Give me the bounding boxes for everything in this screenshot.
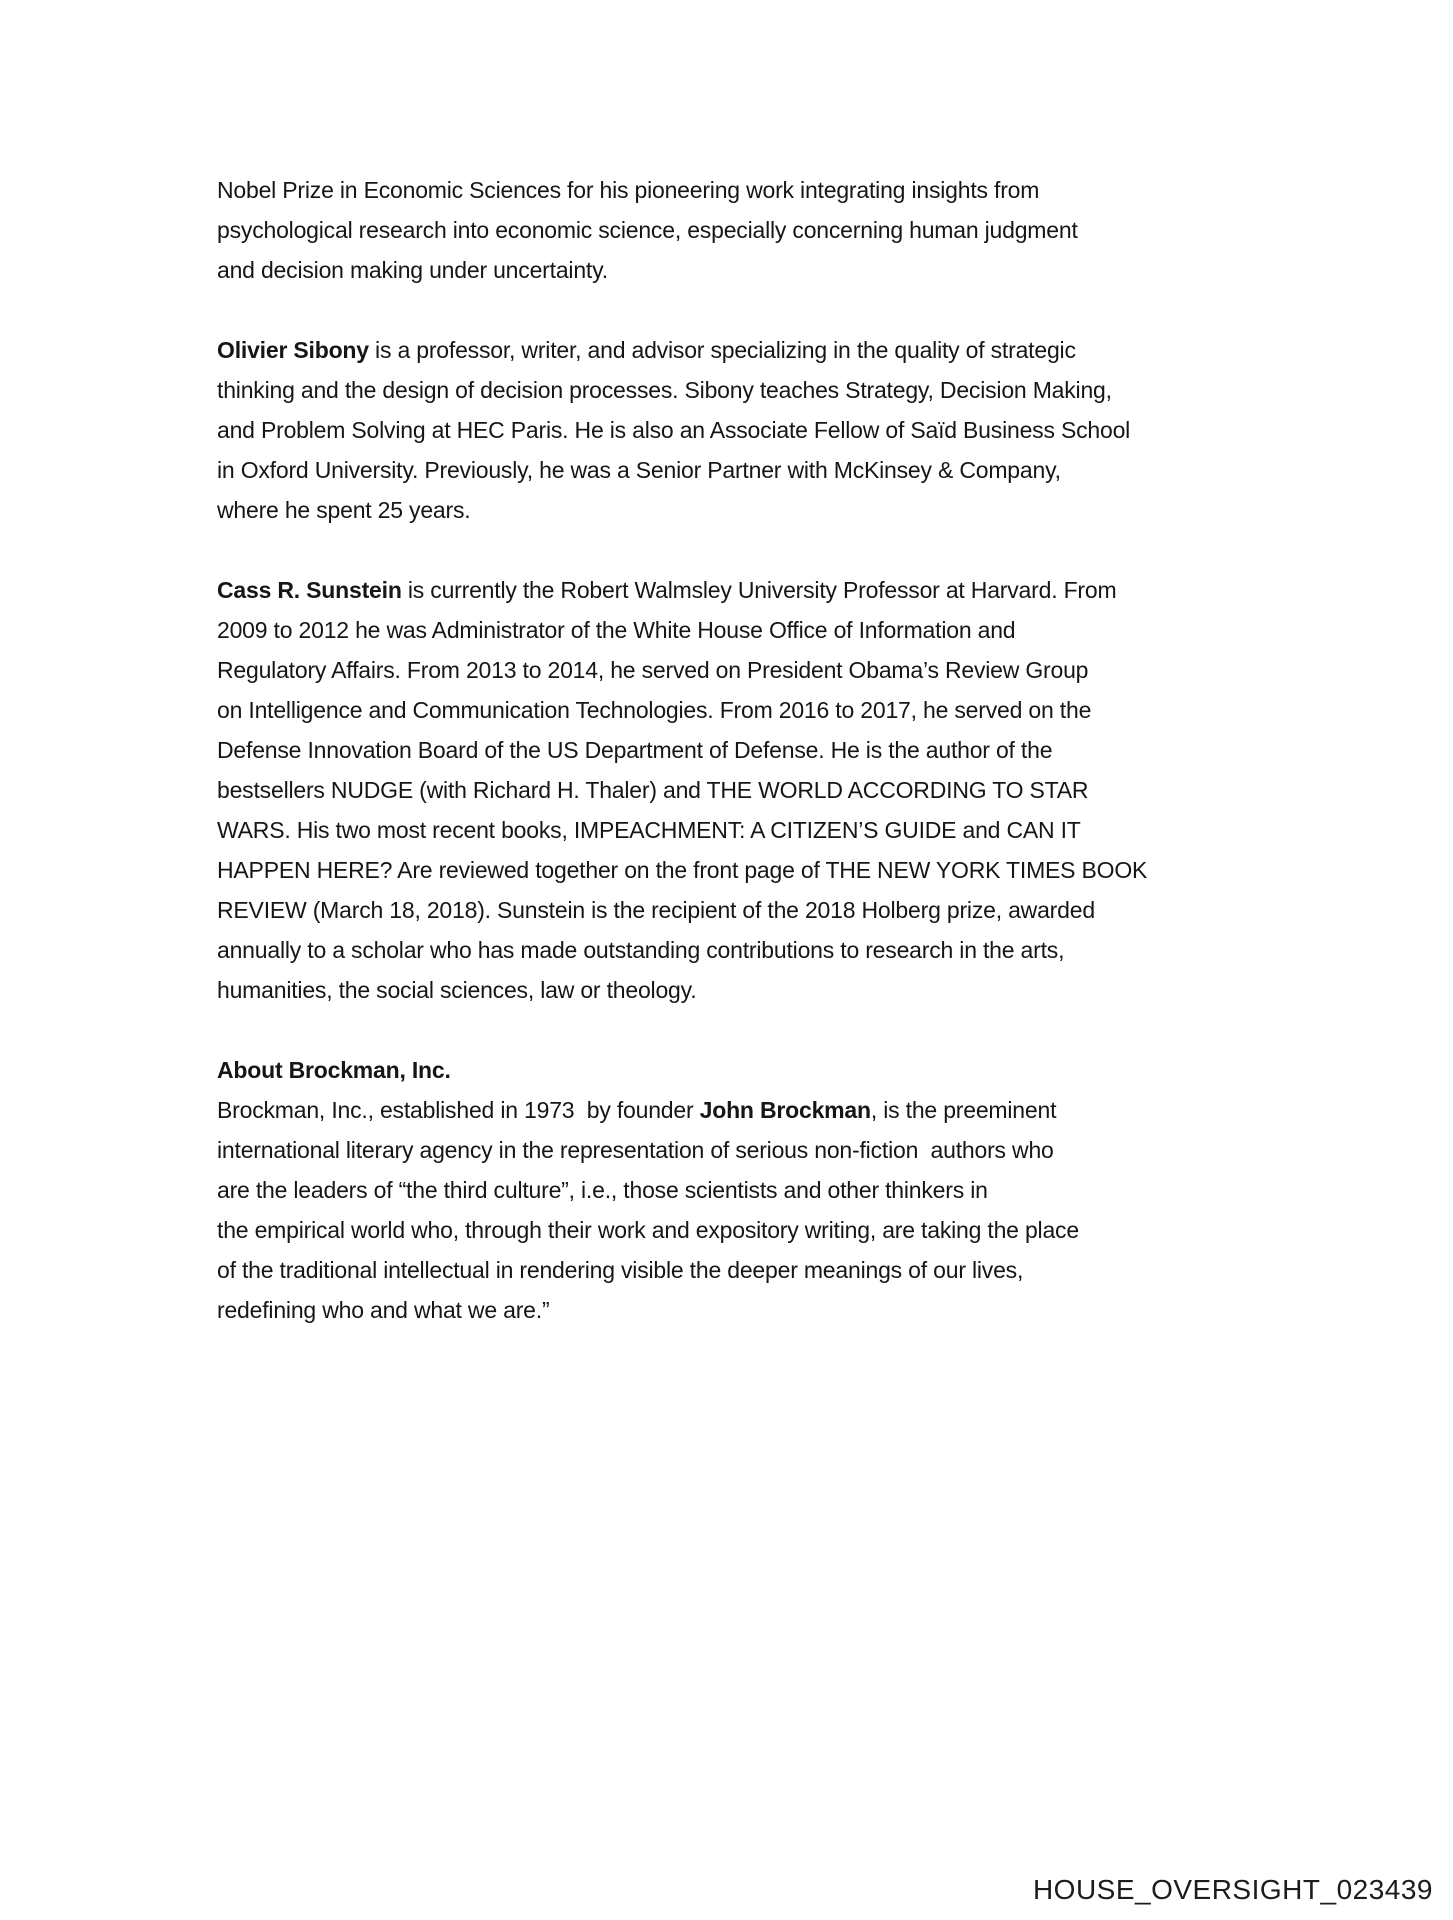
text: 2009 to 2012 he was Administrator of the White House Office of Information and (217, 617, 1016, 643)
text-line (217, 810, 1337, 850)
text: and decision making under uncertainty. (217, 257, 608, 283)
paragraph-spacer (217, 530, 1337, 570)
text: humanities, the social sciences, law or theology. (217, 977, 697, 1003)
text-line (217, 1050, 1337, 1090)
text-line (217, 1170, 1337, 1210)
text: WARS. His two most recent books, IMPEACHMENT: A CITIZEN’S GUIDE and CAN IT (217, 817, 1081, 843)
paragraph (217, 170, 1337, 290)
text-line (217, 850, 1337, 890)
text: international literary agency in the representation of serious non-fiction authors who (217, 1137, 1054, 1163)
text: redefining who and what we are.” (217, 1297, 550, 1323)
document-body (217, 170, 1337, 1330)
text-line (217, 490, 1337, 530)
text: the empirical world who, through their work and expository writing, are taking the place (217, 1217, 1079, 1243)
text: Nobel Prize in Economic Sciences for his pioneering work integrating insights from (217, 177, 1040, 203)
text-line (217, 1130, 1337, 1170)
text-line (217, 250, 1337, 290)
text-line (217, 770, 1337, 810)
text-line (217, 170, 1337, 210)
paragraph (217, 330, 1337, 530)
text: Brockman, Inc., established in 1973 by founder (217, 1097, 700, 1123)
text: and Problem Solving at HEC Paris. He is also an Associate Fellow of Saïd Business School (217, 417, 1131, 443)
paragraph (217, 1050, 1337, 1330)
text-line (217, 330, 1337, 370)
text-line (217, 610, 1337, 650)
text-line (217, 890, 1337, 930)
text-line (217, 210, 1337, 250)
text: where he spent 25 years. (217, 497, 471, 523)
text-line (217, 1290, 1337, 1330)
text: is a professor, writer, and advisor specializing in the quality of strategic (368, 337, 1076, 363)
text: are the leaders of “the third culture”, i.e., those scientists and other thinkers in (217, 1177, 988, 1203)
text-line (217, 930, 1337, 970)
bates-number: HOUSE_OVERSIGHT_023439 (1032, 1874, 1433, 1905)
paragraph-spacer (217, 290, 1337, 330)
bold-text: Olivier Sibony (217, 337, 369, 363)
text-line (217, 1210, 1337, 1250)
text-line (217, 690, 1337, 730)
text: of the traditional intellectual in rendering visible the deeper meanings of our lives, (217, 1257, 1024, 1283)
text-line (217, 730, 1337, 770)
text: is currently the Robert Walmsley University Professor at Harvard. From (401, 577, 1117, 603)
text: HAPPEN HERE? Are reviewed together on the front page of THE NEW YORK TIMES BOOK (217, 857, 1148, 883)
text: Regulatory Affairs. From 2013 to 2014, he served on President Obama’s Review Group (217, 657, 1089, 683)
text: thinking and the design of decision processes. Sibony teaches Strategy, Decision Making, (217, 377, 1112, 403)
text: in Oxford University. Previously, he was a Senior Partner with McKinsey & Company, (217, 457, 1061, 483)
bold-text: John Brockman (699, 1097, 871, 1123)
text-line (217, 370, 1337, 410)
text-line (217, 650, 1337, 690)
text: Defense Innovation Board of the US Department of Defense. He is the author of the (217, 737, 1053, 763)
text-line (217, 970, 1337, 1010)
bold-text: Cass R. Sunstein (217, 577, 402, 603)
text: REVIEW (March 18, 2018). Sunstein is the recipient of the 2018 Holberg prize, awarded (217, 897, 1095, 923)
bold-text: About Brockman, Inc. (217, 1057, 451, 1083)
text: , is the preeminent (870, 1097, 1057, 1123)
text: on Intelligence and Communication Technologies. From 2016 to 2017, he served on the (217, 697, 1092, 723)
text: bestsellers NUDGE (with Richard H. Thaler) and THE WORLD ACCORDING TO STAR (217, 777, 1089, 803)
text-line (217, 450, 1337, 490)
paragraph-spacer (217, 1010, 1337, 1050)
paragraph (217, 570, 1337, 1010)
text-line (217, 1090, 1337, 1130)
text-line (217, 410, 1337, 450)
text-line (217, 1250, 1337, 1290)
text-line (217, 570, 1337, 610)
text: annually to a scholar who has made outstanding contributions to research in the arts, (217, 937, 1065, 963)
text: psychological research into economic science, especially concerning human judgment (217, 217, 1078, 243)
